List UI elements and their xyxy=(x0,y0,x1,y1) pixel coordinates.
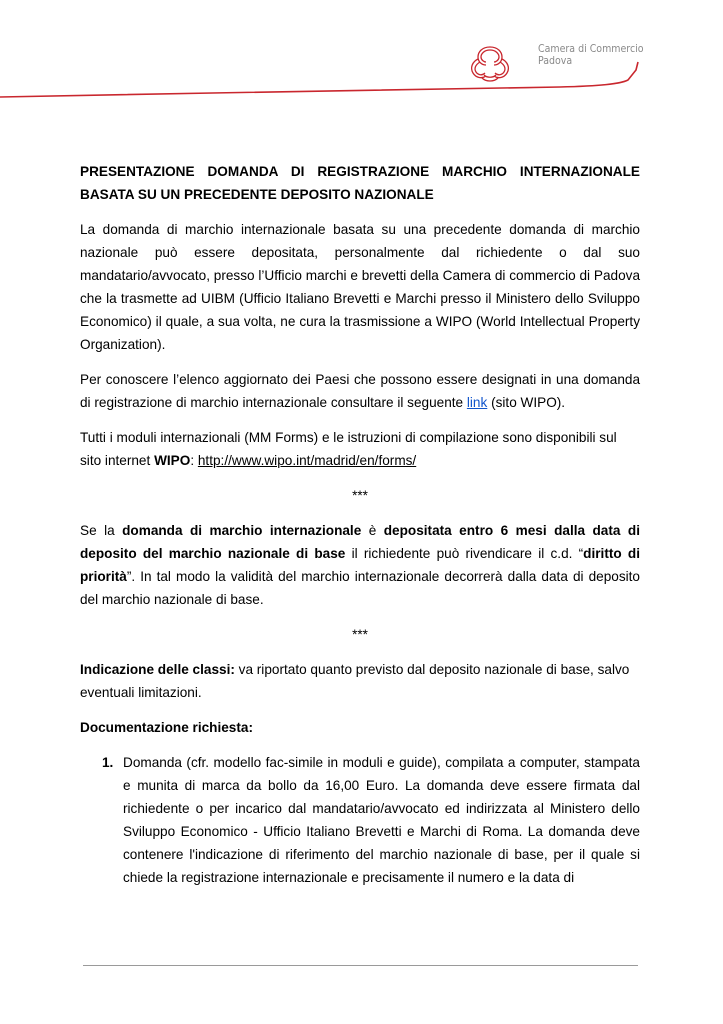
classes-text: va riportato quanto previsto dal deposito nazionale di base, salvo eventuali limitazioni. xyxy=(80,662,630,700)
list-item-number: 1. xyxy=(102,755,114,770)
priority-bold-2: depositata entro 6 mesi dalla data di deposito del marchio nazionale di base xyxy=(80,523,640,561)
paragraph-forms xyxy=(80,426,640,472)
wipo-countries-link[interactable]: link xyxy=(466,395,488,410)
footer-divider xyxy=(83,965,638,966)
list-item xyxy=(80,751,640,889)
section-separator: *** xyxy=(352,627,368,642)
docs-list xyxy=(80,751,640,889)
chamber-of-commerce-logo-icon xyxy=(468,44,512,84)
title-line-2: BASATA SU UN PRECEDENTE DEPOSITO NAZIONALE xyxy=(80,187,434,202)
document-body xyxy=(80,160,640,889)
paragraph-classes xyxy=(80,658,640,704)
priority-text-1: Se la xyxy=(80,523,123,538)
docs-heading: Documentazione richiesta: xyxy=(80,720,253,735)
priority-text-3: il richiedente può rivendicare il c.d. “ xyxy=(345,546,584,561)
paragraph-countries-suffix: (sito WIPO). xyxy=(487,395,566,410)
wipo-forms-url-link[interactable]: http://www.wipo.int/madrid/en/forms/ xyxy=(197,453,417,468)
logo-line-2: Padova xyxy=(538,55,573,67)
title-line-1: PRESENTAZIONE DOMANDA DI REGISTRAZIONE MARCHIO INTERNAZIONALE xyxy=(80,164,640,179)
paragraph-countries-text: Per conoscere l’elenco aggiornato dei Paesi che possono essere designati in una domanda di registrazione di marchio internazionale consultare il seguente xyxy=(80,372,640,410)
classes-label: Indicazione delle classi: xyxy=(80,662,235,677)
logo-text xyxy=(538,43,644,67)
paragraph-intro: La domanda di marchio internazionale basata su una precedente domanda di marchio nazionale può essere depositata, personalmente dal richiedente o dal suo mandatario/avvocato, presso l’Ufficio marchi e brevetti della Camera di commercio di Padova che la trasmette ad UIBM (Ufficio Italiano Brevetti e Marchi presso il Ministero dello Sviluppo Economico) il quale, a sua volta, ne cura la trasmissione a WIPO (World Intellectual Property Organization). xyxy=(80,222,640,352)
paragraph-forms-text: Tutti i moduli internazionali (MM Forms) e le istruzioni di compilazione sono disponibili sul sito internet xyxy=(80,430,617,468)
priority-text-2: è xyxy=(361,523,384,538)
section-separator: *** xyxy=(352,488,368,503)
document-title xyxy=(80,160,640,206)
list-item-text: Domanda (cfr. modello fac-simile in moduli e guide), compilata a computer, stampata e munita di marca da bollo da 16,00 Euro. La domanda deve essere firmata dal richiedente o per incarico dal mandatario/avvocato ed indirizzata al Ministero dello Sviluppo Economico - Ufficio Italiano Brevetti e Marchi di Roma. La domanda deve contenere l'indicazione di riferimento del marchio nazionale di base, per il quale si chiede la registrazione internazionale e precisamente il numero e la data di xyxy=(123,755,640,885)
wipo-label: WIPO xyxy=(154,453,191,468)
paragraph-countries xyxy=(80,368,640,414)
paragraph-forms-sep: : xyxy=(190,453,198,468)
paragraph-priority xyxy=(80,519,640,611)
logo-line-1: Camera di Commercio xyxy=(538,43,644,55)
priority-bold-1: domanda di marchio internazionale xyxy=(122,523,362,538)
priority-bold-3: diritto di priorità xyxy=(80,546,640,584)
priority-text-4: ”. In tal modo la validità del marchio internazionale decorrerà dalla data di deposito del marchio nazionale di base. xyxy=(80,569,640,607)
